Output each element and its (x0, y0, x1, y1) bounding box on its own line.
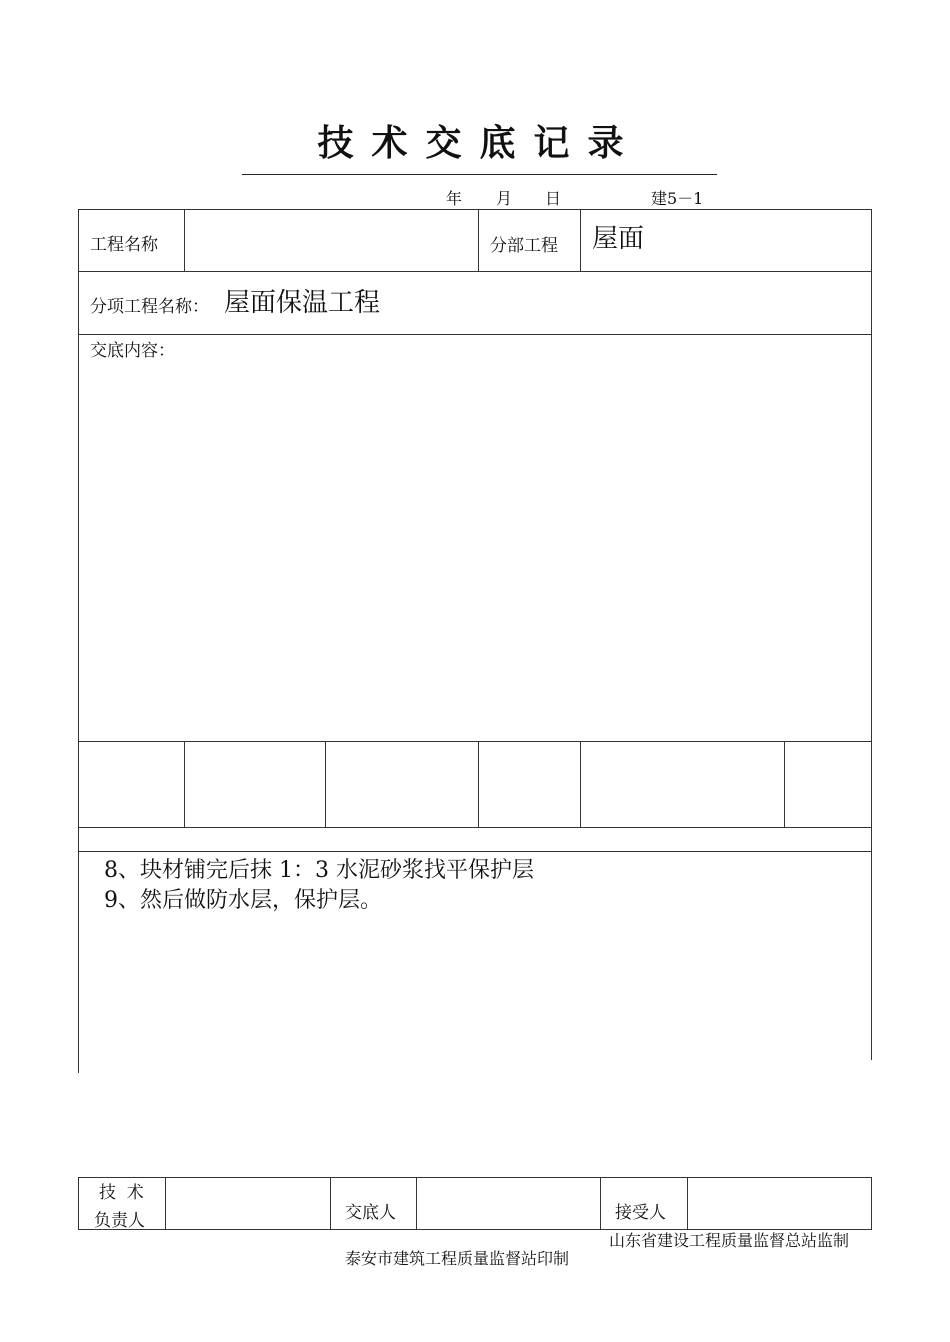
content-line: 8、块材铺完后抹 1：3 水泥砂浆找平保护层 (104, 858, 534, 883)
division-value[interactable]: 屋面 (592, 224, 645, 254)
form-code: 建5－1 (651, 189, 704, 208)
project-name-label: 工程名称 (90, 235, 158, 255)
content-line: 9、然后做防水层，保护层。 (104, 888, 382, 913)
date-year-label: 年 (446, 189, 463, 208)
tech-lead-label-line1: 技 术 (99, 1183, 144, 1203)
footer-supervised-by: 山东省建设工程质量监督总站监制 (609, 1231, 850, 1250)
date-day-label: 日 (545, 189, 562, 208)
footer-printed-by: 泰安市建筑工程质量监督站印制 (345, 1249, 570, 1268)
receiver-label: 接受人 (615, 1203, 666, 1223)
disclosure-content-lower (104, 856, 534, 916)
disclosure-label: 交底内容： (90, 341, 175, 361)
document-title: 技术交底记录 (242, 118, 717, 175)
division-label: 分部工程 (490, 236, 558, 256)
date-month-label: 月 (496, 189, 513, 208)
subitem-label: 分项工程名称： (90, 297, 209, 317)
discloser-label: 交底人 (345, 1203, 396, 1223)
tech-lead-label-line2: 负责人 (94, 1211, 145, 1231)
subitem-value[interactable]: 屋面保温工程 (224, 288, 381, 318)
